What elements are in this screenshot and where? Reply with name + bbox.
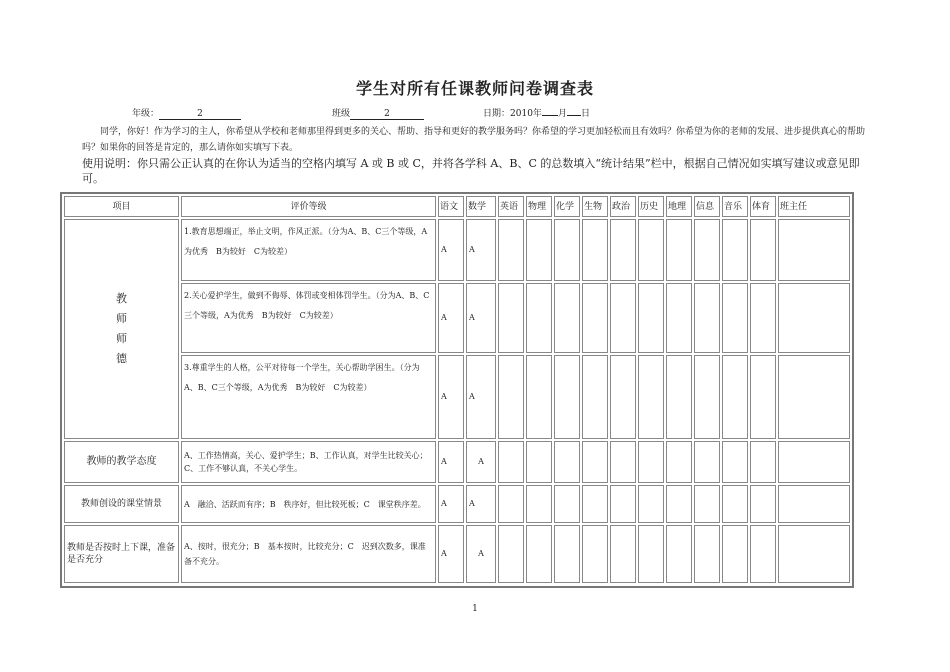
grade-cell[interactable]: [610, 219, 636, 281]
grade-cell[interactable]: [666, 283, 692, 353]
header-criteria: 评价等级: [181, 196, 436, 217]
day-char: 日: [580, 109, 590, 119]
grade-cell-shuxue[interactable]: A: [466, 355, 496, 439]
category-teaching-attitude: 教师的教学态度: [64, 441, 179, 483]
grade-cell[interactable]: [610, 525, 636, 583]
table-row: [64, 485, 850, 523]
grade-cell[interactable]: [666, 525, 692, 583]
grade-cell[interactable]: [638, 485, 664, 523]
date-field: [483, 106, 590, 119]
grade-cell[interactable]: [498, 355, 524, 439]
header-subject-tiyu: 体育: [750, 196, 776, 217]
grade-cell[interactable]: [610, 441, 636, 483]
category-classroom-setting: 教师创设的课堂情景: [64, 485, 179, 523]
grade-cell[interactable]: [526, 485, 552, 523]
grade-cell-yuwen[interactable]: A: [438, 485, 464, 523]
instructions-text: 使用说明：你只需公正认真的在你认为适当的空格内填写 A 或 B 或 C，并将各学科 A、B、C 的总数填入“统计结果”栏中，根据自己情况如实填写建议或意见即可。: [82, 157, 860, 185]
class-field: [332, 106, 424, 120]
table-row: [64, 525, 850, 583]
class-value[interactable]: 2: [350, 109, 424, 120]
grade-cell[interactable]: [582, 219, 608, 281]
grade-cell[interactable]: [750, 283, 776, 353]
grade-cell[interactable]: [498, 219, 524, 281]
grade-cell-shuxue[interactable]: A: [466, 219, 496, 281]
header-subject-lishi: 历史: [638, 196, 664, 217]
grade-cell[interactable]: [554, 441, 580, 483]
grade-cell[interactable]: [554, 219, 580, 281]
grade-cell[interactable]: [666, 219, 692, 281]
table-header-row: [64, 196, 850, 217]
header-subject-dili: 地理: [666, 196, 692, 217]
grade-field: [132, 106, 241, 120]
header-subject-shuxue: 数学: [466, 196, 496, 217]
grade-cell[interactable]: [778, 441, 850, 483]
criteria-cell: 3.尊重学生的人格，公平对待每一个学生，关心帮助学困生。（分为A、B、C三个等级，A为优秀 B为较好 C为较差）: [181, 355, 436, 439]
grade-cell[interactable]: [778, 525, 850, 583]
header-subject-yinyue: 音乐: [722, 196, 748, 217]
grade-label: 年级：: [132, 109, 160, 119]
table-row: [64, 441, 850, 483]
grade-cell[interactable]: [554, 485, 580, 523]
header-subject-banzhuren: 班主任: [778, 196, 850, 217]
survey-table: [60, 192, 854, 588]
date-year: 2010: [510, 109, 533, 119]
grade-value[interactable]: 2: [159, 109, 241, 120]
grade-cell[interactable]: [722, 219, 748, 281]
grade-cell[interactable]: [582, 525, 608, 583]
grade-cell[interactable]: [638, 355, 664, 439]
header-subject-zhengzhi: 政治: [610, 196, 636, 217]
grade-cell[interactable]: [554, 283, 580, 353]
grade-cell[interactable]: [750, 219, 776, 281]
grade-cell[interactable]: [582, 355, 608, 439]
grade-cell[interactable]: [722, 485, 748, 523]
category-punctuality: 教师是否按时上下课，准备是否充分: [64, 525, 179, 583]
grade-cell[interactable]: [666, 355, 692, 439]
category-teacher-ethics: 教 师 师 德: [64, 219, 179, 439]
grade-cell[interactable]: [666, 441, 692, 483]
grade-cell[interactable]: [526, 219, 552, 281]
header-subject-yingyu: 英语: [498, 196, 524, 217]
grade-cell[interactable]: [582, 441, 608, 483]
grade-cell[interactable]: [526, 525, 552, 583]
year-char: 年: [532, 109, 542, 119]
page-number: 1: [472, 604, 478, 614]
header-subject-huaxue: 化学: [554, 196, 580, 217]
grade-cell[interactable]: [498, 525, 524, 583]
grade-cell-shuxue[interactable]: A: [466, 283, 496, 353]
page-title: 学生对所有任课教师问卷调查表: [355, 79, 594, 98]
criteria-cell: A 融洽、活跃而有序；B 秩序好，但比较死板；C 课堂秩序差。: [181, 485, 436, 523]
grade-cell[interactable]: [694, 219, 720, 281]
grade-cell[interactable]: [694, 283, 720, 353]
grade-cell-yuwen[interactable]: A: [438, 219, 464, 281]
grade-cell[interactable]: [638, 525, 664, 583]
grade-cell[interactable]: [694, 525, 720, 583]
grade-cell[interactable]: [750, 525, 776, 583]
table-row: [64, 219, 850, 281]
table-row: [64, 283, 850, 353]
grade-cell[interactable]: [582, 283, 608, 353]
grade-cell-yuwen[interactable]: A: [438, 355, 464, 439]
grade-cell[interactable]: [778, 485, 850, 523]
grade-cell[interactable]: [638, 283, 664, 353]
header-item: 项目: [64, 196, 179, 217]
grade-cell[interactable]: [778, 283, 850, 353]
grade-cell[interactable]: [554, 525, 580, 583]
grade-cell[interactable]: [526, 283, 552, 353]
grade-cell[interactable]: [750, 485, 776, 523]
day-blank[interactable]: [567, 115, 581, 116]
grade-cell[interactable]: [526, 355, 552, 439]
grade-cell-yuwen[interactable]: A: [438, 283, 464, 353]
grade-cell[interactable]: [582, 485, 608, 523]
grade-cell[interactable]: [722, 525, 748, 583]
grade-cell[interactable]: [694, 485, 720, 523]
criteria-cell: 2.关心爱护学生，做到不侮辱、体罚或变相体罚学生。（分为A、B、C三个等级，A为优秀 B为较好 C为较差）: [181, 283, 436, 353]
grade-cell-shuxue[interactable]: A: [466, 525, 496, 583]
grade-cell[interactable]: [610, 283, 636, 353]
grade-cell[interactable]: [498, 485, 524, 523]
grade-cell[interactable]: [722, 441, 748, 483]
grade-cell-yuwen[interactable]: A: [438, 525, 464, 583]
table-row: [64, 355, 850, 439]
grade-cell[interactable]: [554, 355, 580, 439]
criteria-cell: 1.教育思想端正，举止文明，作风正派。（分为A、B、C三个等级，A为优秀 B为较好 C为较差）: [181, 219, 436, 281]
grade-cell[interactable]: [498, 441, 524, 483]
grade-cell[interactable]: [498, 283, 524, 353]
grade-cell[interactable]: [778, 219, 850, 281]
criteria-cell: A、工作热情高，关心、爱护学生；B、工作认真，对学生比较关心；C、工作不够认真，不关心学生。: [181, 441, 436, 483]
month-blank[interactable]: [542, 115, 558, 116]
header-subject-xinxi: 信息: [694, 196, 720, 217]
grade-cell[interactable]: [750, 355, 776, 439]
grade-cell[interactable]: [610, 485, 636, 523]
month-char: 月: [557, 109, 567, 119]
header-subject-shengwu: 生物: [582, 196, 608, 217]
header-subject-yuwen: 语文: [438, 196, 464, 217]
criteria-cell: A、按时，很充分；B 基本按时，比较充分；C 迟到次数多，课准备不充分。: [181, 525, 436, 583]
grade-cell[interactable]: [638, 441, 664, 483]
class-label: 班级: [332, 109, 351, 119]
grade-cell[interactable]: [638, 219, 664, 281]
intro-text: 同学，你好！作为学习的主人，你希望从学校和老师那里得到更多的关心、帮助、指导和更好的教学服务吗？你希望的学习更加轻松而且有效吗？你希望为你的老师的发展、进步提供真心的帮助吗？如果你的回答是肯定的，那么请你如实填写下表。: [82, 127, 866, 153]
grade-cell[interactable]: [666, 485, 692, 523]
grade-cell-shuxue[interactable]: A: [466, 485, 496, 523]
grade-cell[interactable]: [694, 441, 720, 483]
date-label: 日期：: [483, 109, 511, 119]
grade-cell[interactable]: [694, 355, 720, 439]
grade-cell[interactable]: [610, 355, 636, 439]
grade-cell[interactable]: [750, 441, 776, 483]
grade-cell[interactable]: [722, 355, 748, 439]
grade-cell[interactable]: [778, 355, 850, 439]
header-subject-wuli: 物理: [526, 196, 552, 217]
grade-cell[interactable]: [526, 441, 552, 483]
grade-cell-yuwen[interactable]: A: [438, 441, 464, 483]
grade-cell[interactable]: [722, 283, 748, 353]
grade-cell-shuxue[interactable]: A: [466, 441, 496, 483]
